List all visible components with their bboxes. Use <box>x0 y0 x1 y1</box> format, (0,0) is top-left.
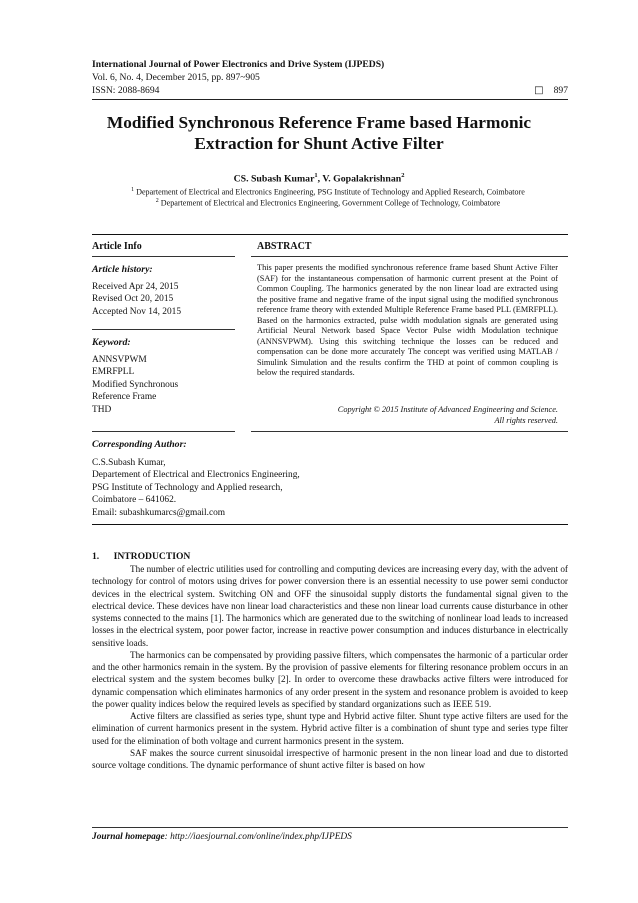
keyword-list <box>92 354 178 416</box>
copyright-line-2: All rights reserved. <box>494 416 558 425</box>
intro-paragraph: The number of electric utilities used for controlling and computing devices are increasing every day, with the advent of technology for control of motors using drives for power conversion there is an essential necessity to use power semi conductor devices in the electrical system. Switching ON and OFF the sinusoidal supply distorts the fundamental signal given to the electrical device. These devices have non linear load characteristics and these non linear load currents cause disturbance in other systems connected to the mains [1]. The harmonics which are generated due to the switching of nonlinear load leads to increased losses in the electrical system, poor power factor, increase in reactive power consumption and induces disturbance in electrically sensitive loads. <box>92 564 568 648</box>
corresponding-author-details <box>92 457 300 519</box>
header-divider <box>92 99 568 100</box>
author-1: CS. Subash Kumar <box>233 173 315 185</box>
received-date: Received Apr 24, 2015 <box>92 282 179 292</box>
keyword-rule <box>92 329 235 330</box>
page-marker <box>534 85 568 97</box>
affiliation-1-text: Departement of Electrical and Electronics Engineering, PSG Institute of Technology and Applied Research, Coimbatore <box>134 187 525 197</box>
copyright-notice <box>257 404 558 426</box>
homepage-label: Journal homepage <box>92 832 165 842</box>
corresponding-line: PSG Institute of Technology and Applied research, <box>92 482 283 493</box>
volume-info: Vol. 6, No. 4, December 2015, pp. 897~905 <box>92 72 260 83</box>
affiliation-1-number: 1 <box>131 187 135 193</box>
info-left-rule <box>92 256 235 257</box>
info-bottom-left-rule <box>92 431 235 432</box>
issn-row <box>92 85 568 97</box>
abstract-body: This paper presents the modified synchronous reference frame based Shunt Active Filter (SAF) for the instantaneous compensation of harmonic current present at the Point of Common Coupling. The harmonics generated by the non linear load are extracted using the positive frame and negative frame of the input signal using the modified synchronous reference frame theory with extended Multiple Reference Frame based PLL (EMRFPLL). Based on the harmonics extracted, pulse width modulation signals are generated using Artificial Neural Network based Space Vector Pulse width Modulation technique (ANNSVPWM). Using this switching technique the losses can be reduced and compensation can be done more accurately The concept was verified using MATLAB / Simulink Simulation and the results confirm the THD at point of common coupling is below the required standards. <box>257 263 558 378</box>
abstract-heading: ABSTRACT <box>257 241 312 252</box>
affiliation-2 <box>78 196 578 209</box>
issn: ISSN: 2088-8694 <box>92 85 160 96</box>
keyword: ANNSVPWM <box>92 355 147 365</box>
title-line-2: Extraction for Shunt Active Filter <box>194 134 444 153</box>
journal-homepage <box>92 832 352 842</box>
author-separator: , <box>317 173 323 185</box>
info-bottom-rule <box>92 524 568 525</box>
author-1-affil: 1 <box>314 172 318 179</box>
author-2: V. Gopalakrishnan <box>322 173 402 185</box>
info-right-rule <box>251 256 568 257</box>
accepted-date: Accepted Nov 14, 2015 <box>92 306 182 317</box>
keyword-label: Keyword: <box>92 337 131 348</box>
keyword: Reference Frame <box>92 392 157 403</box>
article-history-label: Article history: <box>92 264 153 275</box>
keyword: Modified Synchronous <box>92 379 179 390</box>
article-history <box>92 281 181 318</box>
keyword: THD <box>92 404 112 415</box>
footer-rule <box>92 827 568 828</box>
intro-paragraph: Active filters are classified as series type, shunt type and Hybrid active filter. Shunt type active filters are used for the elimination of current harmonics present in the system. Hybrid active filter is a combination of shunt type and series type filter used for the elimination of both voltage and current harmonics present in the system. <box>92 711 568 746</box>
intro-paragraph: SAF makes the source current sinusoidal irrespective of harmonic present in the non linear load and due to distorted source voltage conditions. The dynamic performance of shunt active filter is based on how <box>92 747 568 770</box>
corresponding-line: C.S.Subash Kumar, <box>92 458 166 468</box>
info-bottom-right-rule <box>251 431 568 432</box>
corresponding-author-label: Corresponding Author: <box>92 439 187 450</box>
page-number: 897 <box>553 85 568 96</box>
journal-name: International Journal of Power Electronics and Drive System (IJPEDS) <box>92 59 385 70</box>
author-list <box>60 172 578 184</box>
introduction-body <box>92 563 568 771</box>
affiliation-2-number: 2 <box>155 198 159 204</box>
revised-date: Revised Oct 20, 2015 <box>92 294 174 305</box>
title-line-1: Modified Synchronous Reference Frame based Harmonic <box>106 113 532 132</box>
affiliation-2-text: Departement of Electrical and Electronics Engineering, Government College of Technology, Coimbatore <box>158 198 501 208</box>
corresponding-line: Departement of Electrical and Electronics Engineering, <box>92 470 300 481</box>
intro-paragraph: The harmonics can be compensated by providing passive filters, which compensates the harmonic of a particular order and the other harmonics remain in the system. By the provision of passive elements for filtering resonance problem occurs in an electrical system and the system becomes bulky [2]. In order to overcome these drawbacks active filters were introduced for dynamic compensation which eliminates harmonics of any order present in the system and resonance problem is avoided to keep the power quality indices below the required levels as specified by standard organizations such as IEEE 519. <box>92 649 568 709</box>
paper-title <box>60 112 578 154</box>
corresponding-line: Coimbatore – 641062. <box>92 495 177 506</box>
keyword: EMRFPLL <box>92 367 135 378</box>
homepage-url[interactable]: : http://iaesjournal.com/online/index.php/IJPEDS <box>164 832 352 842</box>
introduction-heading: 1. INTRODUCTION <box>92 551 191 562</box>
checkbox-square-icon: □ <box>534 85 544 96</box>
corresponding-email: Email: subashkumarcs@gmail.com <box>92 507 226 518</box>
info-top-rule <box>92 234 568 235</box>
author-2-affil: 2 <box>401 172 405 179</box>
copyright-line-1: Copyright © 2015 Institute of Advanced Engineering and Science. <box>337 405 558 414</box>
article-info-heading: Article Info <box>92 241 142 252</box>
